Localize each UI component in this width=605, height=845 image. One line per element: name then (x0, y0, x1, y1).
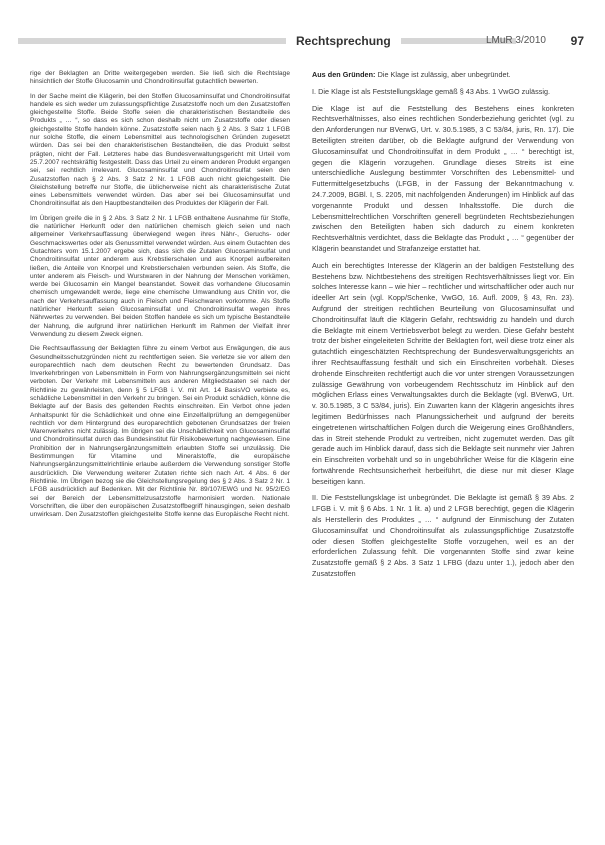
reasons-intro: Die Klage ist zulässig, aber unbegründet. (377, 70, 511, 79)
journal-issue: LMuR 3/2010 (485, 35, 546, 46)
header-rule (18, 38, 516, 44)
reasons-heading: Aus den Gründen: (312, 70, 376, 79)
right-paragraph-2: Die Klage ist auf die Feststellung des Bestehens eines konkreten Rechtsverhältnisses, also eines rechtlichen Sonderbeziehung gerichtet (vgl. zu den Anforderungen nur BVerwG, Urt. v. 30.5.1985, 3 C 53/84, juris, Rn. 17). Die Beteiligten streiten darüber, ob die Beklagte aufgrund der Verwendung von Glucosaminsulfat und Chondroitinsulfat in dem Produkt „ … “ berechtigt ist, gegen die Klägerin vorzugehen. Grundlage dieses Streits ist eine unterschiedliche Auslegung bestimmter Vorschriften des Lebensmittel- und Futtermittelgesetzbuchs (LFGB, in der Fassung der Bekanntmachung v. 24.7.2009, BGBl. I, S. 2205, mit nachfolgenden Änderungen) im Hinblick auf das vorgenannte Produkt und dessen Inhaltsstoffe. Die durch die Lebensmittelrechtlichen Vorschriften generell begründeten Rechtsbeziehungen zwischen den Beteiligten haben sich dadurch zu einem konkreten Rechtsverhältnis verdichtet, dass die Beklagte das Produkt „ … “ gegenüber der Klägerin beanstandet und Strafanzeige erstattet hat. (312, 103, 574, 253)
page-header (18, 30, 586, 52)
right-paragraph-1: I. Die Klage ist als Feststellungsklage gemäß § 43 Abs. 1 VwGO zulässig. (312, 86, 551, 96)
left-paragraph-2: In der Sache meint die Klägerin, bei den Stoffen Glucosaminsulfat und Chondroitinsulfat handele es sich weder um zulassungspflichtige Zusatzstoffe noch um den Zusatzstoffen gleichgestellte Stoffe. Beide Stoffe seien die charakteristischen Bestandteile des Produkts „ … “, so dass es sich schon deshalb nicht um Zusatzstoffe oder diesen gleichgestellte Stoffe handeln könne. Zusatzstoffe seien nach § 2 Abs. 3 Satz 1 LFGB nur solche Stoffe, die einem Lebensmittel aus technologischen Gründen zugesetzt würden. Das sei bei den charakteristischen Bestandteilen, die das Produkt selbst prägten, nicht der Fall. Letzteres habe das Bundesverwaltungsgericht mit Urteil vom 25.7.2007 rechtskräftig festgestellt. Dass das Urteil zu einem anderen Produkt ergangen sei, sei rechtlich irrelevant. Glucosaminsulfat und Chondroitinsulfat seien den Zusatzstoffen nach § 2 Abs. 3 Satz 2 Nr. 1 LFGB auch nicht gleichgestellt. Die Gleichstellung betreffe nur Stoffe, die üblicherweise nicht als charakteristische Zutat eines Lebensmittels verwendet würden. Das aber sei bei Glucosaminsulfat und Chondroitinsulfat als den Hauptbestandteilen des Produktes der Klägerin der Fall. (30, 92, 290, 208)
reasons-intro-paragraph (312, 70, 574, 81)
right-paragraph-4: II. Die Feststellungsklage ist unbegründet. Die Beklagte ist gemäß § 39 Abs. 2 LFGB i. V. mit § 6 Abs. 1 Nr. 1 lit. a) und 2 LFGB berechtigt, gegen die Klägerin als Herstellerin des Produktes „ … “ aufgrund der Einmischung der Zutaten Glucosaminsulfat und Chondroitinsulfat als zulassungspflichtige Zusatzstoffe oder diesen Stoffen gleichgestellte Stoffe vorzugehen, weil es an der erforderlichen Zulassung fehlt. Die vorgenannten Stoffe sind zwar keine Zusatzstoffe gemäß § 2 Abs. 3 Satz 1 LFBG (dazu unter 1.), jedoch aber den Zusatzstoffen (312, 493, 574, 579)
page-number: 97 (570, 34, 584, 48)
right-column (312, 70, 574, 825)
left-paragraph-4: Die Rechtsauffassung der Beklagten führe zu einem Verbot aus Erwägungen, die aus Gesundheitsschutzgründen nicht zu rechtfertigen seien. Sie verletze sie vor allem den europarechtlich nach dem deutschen Recht zu bewertenden Grundsatz. Das Inverkehrbringen von Lebensmitteln in Form von Nahrungsergänzungsmitteln sei nicht verboten. Der Verkehr mit Lebensmitteln aus anderen Mitgliedstaaten sei nach der Richtlinie zu gewährleisten, denn § 5 LFGB i. V. mit Art. 14 BasisVO verbiete es, schädliche Lebensmittel in den Verkehr zu bringen. Sei ein Produkt schädlich, könne die Beklagte auf der Basis des geltenden Rechts einschreiten. Ein Verbot ohne jeden Anhaltspunkt für die Schädlichkeit und ohne eine Einzelfallprüfung an demgegenüber rechtlich vor dem Hintergrund des europarechtlich gebotenen Grundsatzes der freien Warenverkehrs nicht zulässig. Im übrigen sei die Unschädlichkeit von Glucosaminsulfat und Chondroitinsulfat durch das Bundesinstitut für Risikobewertung nachgewiesen. Eine Prohibition der in Nahrungsergänzungsmitteln erlaubten Stoffe sei unzulässig. Die Bestimmungen für Vitamine und Mineralstoffe, die europäische Nahrungsergänzungsmittelrichtlinie erlaube außerdem die Verwendung sonstiger Stoffe ausdrücklich. Die Verwendung weiterer Zutaten richte sich nach Art. 4 Abs. 6 der Richtlinie. Im Übrigen bezog sie die Gleichstellungsregelung des § 2 Abs. 3 Satz 2 Nr. 1 LFGB ausdrücklich auf Bedenken. Mit der Richtlinie Nr. 89/107/EWG und Nr. 95/2/EG sei der Bereich der Lebensmittelzusatzstoffe harmonisiert worden. Nationale Vorschriften, die über den europäischen Zusatzstoffbegriff hinausgingen, seien deshalb unwirksam. Den Zusatzstoffen gleichgestellte Stoffe kenne das Europäische Recht nicht. (30, 345, 290, 519)
left-paragraph-3: Im Übrigen greife die in § 2 Abs. 3 Satz 2 Nr. 1 LFGB enthaltene Ausnahme für Stoffe, die natürlicher Herkunft oder den natürlichen chemisch gleich seien und nach allgemeiner Verkehrsauffassung überwiegend wegen ihres Nähr-, Geruchs- oder Geschmackswertes oder als Genussmittel verwendet würden. Aus einem Gutachten des Gutachters vom 15.1.2007 ergebe sich, dass sich die Zutaten Glucosaminsulfat und Chondroitinsulfat unter anderem aus Krebstierschalen und aus Knorpel aufbereiten ließen, die Anteile von Knorpel und Krebstierschalen verbunden seien. Als Stoffe, die unter anderem als Fleisch- und Wurstwaren in der Nahrung der Menschen vorkämen, werde bei Glucosamin ein Mangel beanstandet. Soweit das vorhandene Glucosamin chemisch umgewandelt werde, liege eine chemische Umwandlung aus Chitin vor, die nach der Verkehrsauffassung auch in Fleisch und Fleischwaren vorkomme. Als Stoffe natürlicher Herkunft seien Glucosaminsulfat und Chondroitinsulfat wegen ihres Nährwertes zu verwenden. Bei beiden Stoffen handele es sich um typische Bestandteile der Nahrung, die aufgrund ihrer natürlichen Herkunft im Rahmen der Vielfalt ihrer Verwendung zu diesem Zweck eignen. (30, 214, 290, 338)
left-column (30, 70, 290, 825)
left-paragraph-1: rige der Beklagten an Dritte weitergegeben werden. Sie ließ sich die Rechtslage hinsichtlich der Stoffe Glucosamin und Chondroitinsulfat gutachtlich bewerten. (30, 70, 290, 86)
right-paragraph-3: Auch ein berechtigtes Interesse der Klägerin an der baldigen Feststellung des Bestehens bzw. Nichtbestehens des streitigen Rechtsverhältnisses liegt vor. Ein solches Interesse kann – wie hier – rechtlicher und wirtschaftlicher oder auch nur ideeller Art sein (vgl. Kopp/Schenke, VwGO, 16. Aufl. 2009, § 43, Rn. 23). Aufgrund der streitigen rechtlichen Beurteilung von Glucosaminsulfat und Chondroitinsulfat läuft die Klägerin Gefahr, rechtswidrig zu handeln und durch die Beklagte mit einem Vertriebsverbot belegt zu werden. Diese Gefahr besteht trotz der bisher eingeleiteten Schritte der Beklagten fort, weil diese trotz einer als gutachtlich eingeschätzten Rechtsprechung der Bundesverwaltungsgerichts an ihrer Rechtsauffassung festhält und sich ein Einschreiten vorbehält. Dieses drohende Einschreiten rechtfertigt auch die vor unter strengen Voraussetzungen zulässige Gewährung von vorbeugendem Rechtsschutz im Hinblick auf den möglichen Erlass eines Verwaltungsaktes durch die Beklagte (vgl. BVerwG, Urt. v. 30.5.1985, 3 C 53/84, juris). Ein Zuwarten kann der Klägerin angesichts ihres legitimen Bedürfnisses nach Planungssicherheit und aufgrund der bereits eingetretenen wirtschaftlichen Folgen durch die Weigerung eines Großhändlers, das in Streit stehende Produkt zu vertreiben, nicht zugemutet werden. Das gilt gerade auch im Hinblick darauf, dass sich die Beklagte seit nunmehr vier Jahren ein Einschreiten vorbehält und so in ungebührlicher Weise für die Klägerin eine fortwährende Rechtsunsicherheit herbeiführt, die diese nur mit dieser Klage beseitigen kann. (312, 260, 574, 486)
section-title: Rechtsprechung (286, 30, 401, 52)
